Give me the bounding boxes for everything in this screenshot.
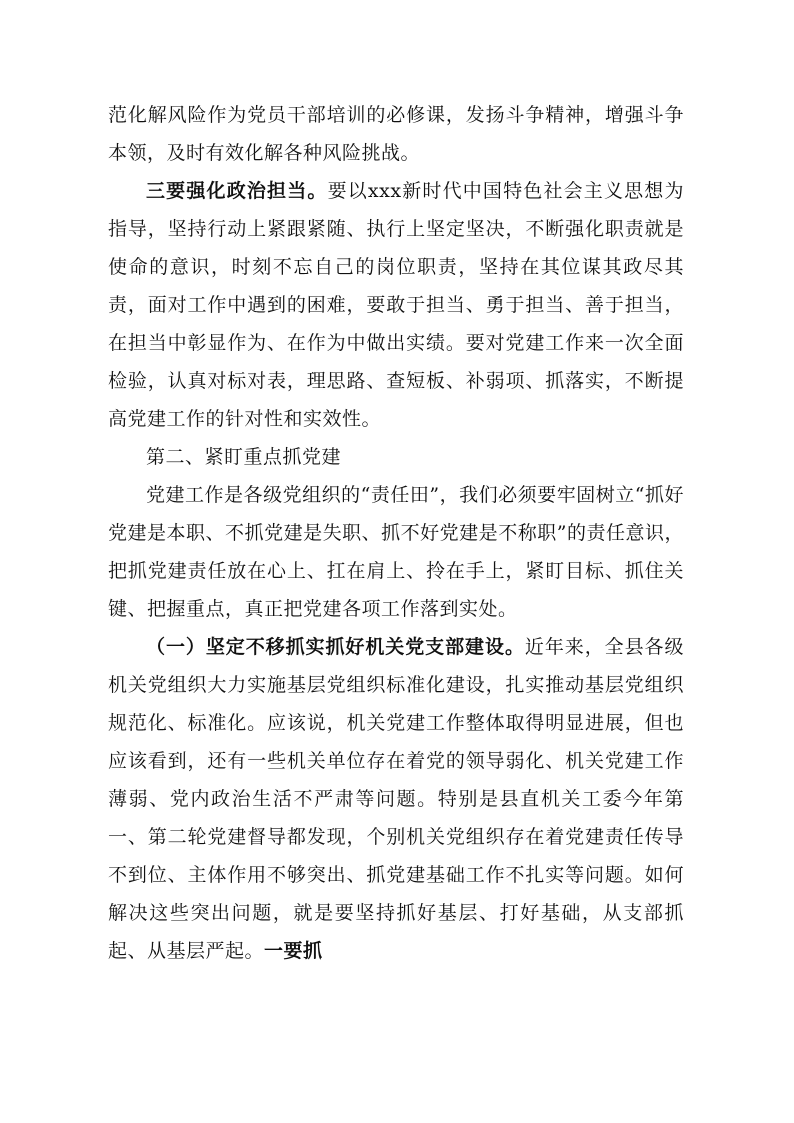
paragraph-lead-bold: 三要强化政治担当。 (146, 180, 328, 202)
paragraph-text: 近年来，全县各级机关党组织大力实施基层党组织标准化建设，扎实推动基层党组织规范化、标准化。应该说，机关党建工作整体取得明显进展，但也应该看到，还有一些机关单位存在着党的领导弱化、机关党建工作薄弱、党内政治生活不严肃等问题。特别是县直机关工委今年第一、第二轮党建督导都发现，个别机关党组织存在着党建责任传导不到位、主体作用不够突出、抓党建基础工作不扎实等问题。如何解决这些突出问题，就是要坚持抓好基层、打好基础，从支部抓起、从基层严起。 (108, 636, 684, 962)
paragraph-political-responsibility (108, 172, 684, 438)
paragraph-lead-bold: （一）坚定不移抓实抓好机关党支部建设。 (146, 636, 525, 658)
paragraph-text: 党建工作是各级党组织的“责任田”，我们必须要牢固树立“抓好党建是本职、不抓党建是失职、抓不好党建是不称职”的责任意识，把抓党建责任放在心上、扛在肩上、拎在手上，紧盯目标、抓住关键、把握重点，真正把党建各项工作落到实处。 (108, 484, 684, 620)
paragraph-text: 要以xxx新时代中国特色社会主义思想为指导，坚持行动上紧跟紧随、执行上坚定坚决，不断强化职责就是使命的意识，时刻不忘自己的岗位职责，坚持在其位谋其政尽其责，面对工作中遇到的困难，要敢于担当、勇于担当、善于担当，在担当中彰显作为、在作为中做出实绩。要对党建工作来一次全面检验，认真对标对表，理思路、查短板、补弱项、抓落实，不断提高党建工作的针对性和实效性。 (108, 180, 684, 430)
paragraph-tail-bold: 一要抓 (264, 940, 323, 962)
paragraph-party-building (108, 476, 684, 628)
paragraph-text: 范化解风险作为党员干部培训的必修课，发扬斗争精神，增强斗争本领，及时有效化解各种风险挑战。 (108, 104, 684, 164)
section-heading: 第二、紧盯重点抓党建 (146, 446, 342, 468)
document-body (108, 96, 684, 970)
paragraph-branch-construction (108, 628, 684, 970)
paragraph-continued (108, 96, 684, 172)
